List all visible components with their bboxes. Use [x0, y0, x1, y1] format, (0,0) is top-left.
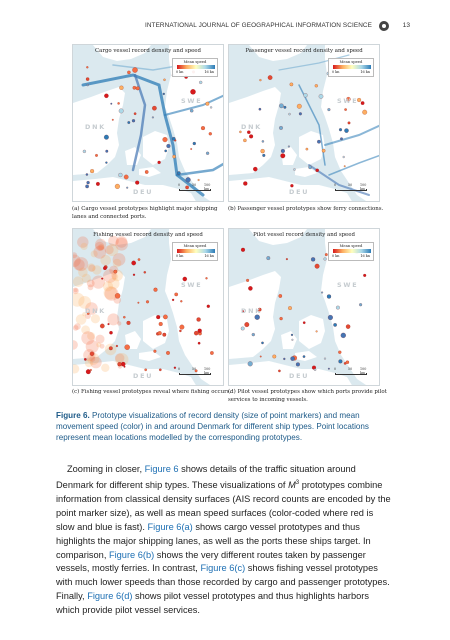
prototype-point	[293, 168, 295, 170]
fishing-density	[103, 281, 113, 291]
prototype-point	[262, 154, 265, 157]
prototype-point	[145, 170, 148, 173]
prototype-point	[324, 258, 327, 261]
prototype-point	[297, 104, 302, 109]
prototype-point	[339, 360, 343, 364]
prototype-point	[262, 140, 264, 142]
prototype-point	[241, 327, 245, 331]
prototype-point	[123, 316, 125, 318]
prototype-point	[163, 315, 167, 319]
prototype-point	[180, 300, 182, 302]
prototype-point	[193, 142, 196, 145]
prototype-point	[126, 187, 128, 189]
fishing-density	[96, 342, 101, 347]
prototype-point	[339, 128, 342, 131]
legend-title: Mean speed	[339, 60, 363, 64]
scale-label-mid: 50	[192, 183, 197, 187]
scale-bar	[179, 367, 213, 377]
prototype-point	[179, 330, 181, 332]
prototype-point	[115, 293, 120, 298]
journal-name: INTERNATIONAL JOURNAL OF GEOGRAPHICAL INFORMATION SCIENCE	[144, 22, 372, 29]
prototype-point	[303, 322, 305, 324]
legend-min: 0 kn	[176, 70, 184, 74]
speed-legend	[172, 58, 218, 77]
prototype-point	[96, 182, 100, 186]
figure-label: Figure 6.	[56, 411, 90, 420]
speed-legend	[328, 242, 374, 261]
subcaption-passenger: (b) Passenger vessel prototypes show ferry connections.	[228, 206, 384, 212]
prototype-point	[190, 89, 195, 94]
prototype-point	[359, 303, 362, 306]
prototype-point	[174, 367, 176, 369]
legend-min: 0 kn	[332, 70, 340, 74]
prototype-point	[104, 135, 109, 140]
prototype-point	[114, 270, 117, 273]
prototype-point	[279, 104, 283, 108]
country-label-swe: SWE	[181, 97, 203, 105]
prototype-point	[87, 181, 90, 184]
prototype-point	[163, 137, 168, 142]
prototype-point	[100, 324, 104, 328]
prototype-point	[286, 258, 288, 260]
prototype-point	[210, 351, 213, 354]
prototype-point	[173, 155, 176, 158]
prototype-point	[127, 71, 130, 74]
scale-label-max: 100 km	[360, 367, 367, 375]
fishing-density	[117, 321, 121, 325]
prototype-point	[260, 356, 262, 358]
prototype-point	[101, 278, 103, 280]
prototype-point	[283, 358, 285, 360]
prototype-point	[340, 138, 343, 141]
prototype-point	[206, 102, 210, 106]
prototype-point	[288, 306, 292, 310]
fishing-map-panel	[72, 228, 224, 386]
prototype-point	[284, 106, 287, 109]
panel-title: Cargo vessel record density and speed	[95, 48, 201, 54]
prototype-point	[288, 113, 290, 115]
prototype-point	[245, 322, 250, 327]
prototype-point	[259, 79, 261, 81]
prototype-point	[146, 300, 149, 303]
prototype-point	[194, 331, 198, 335]
prototype-point	[336, 306, 340, 310]
legend-max: 16 kn	[360, 254, 370, 258]
prototype-point	[344, 129, 348, 133]
prototype-point	[90, 369, 92, 371]
prototype-point	[186, 177, 191, 182]
figure-6a-link[interactable]: Figure 6(a)	[147, 521, 193, 532]
prototype-point	[125, 345, 130, 350]
legend-min: 0 kn	[176, 254, 184, 258]
legend-title: Mean speed	[339, 244, 363, 248]
country-label-dnk: DNK	[241, 307, 263, 315]
prototype-point	[190, 109, 193, 112]
panel-title: Pilot vessel record density and speed	[253, 232, 355, 238]
prototype-point	[361, 101, 364, 104]
prototype-point	[207, 305, 210, 308]
legend-color-ramp	[333, 65, 371, 69]
figure-6d-link[interactable]: Figure 6(d)	[87, 591, 133, 602]
figure-caption	[56, 410, 394, 443]
country-label-deu: DEU	[133, 372, 154, 380]
prototype-point	[167, 144, 171, 148]
prototype-point	[314, 369, 316, 371]
country-label-swe: SWE	[337, 281, 359, 289]
prototype-point	[344, 165, 346, 167]
fishing-density	[73, 325, 79, 331]
prototype-point	[87, 84, 89, 86]
prototype-point	[172, 299, 174, 301]
prototype-point	[119, 109, 124, 114]
country-label-deu: DEU	[289, 188, 310, 196]
prototype-point	[175, 293, 178, 296]
scale-label-zero: 0	[178, 367, 181, 371]
prototype-point	[166, 351, 170, 355]
prototype-point	[317, 140, 320, 143]
prototype-point	[261, 149, 265, 153]
prototype-point	[118, 362, 122, 366]
prototype-point	[291, 357, 295, 361]
prototype-point	[163, 333, 167, 337]
prototype-point	[321, 292, 323, 294]
legend-color-ramp	[177, 249, 215, 253]
figure-6-link[interactable]: Figure 6	[144, 464, 179, 474]
prototype-point	[127, 321, 131, 325]
scale-label-mid: 50	[348, 183, 353, 187]
prototype-point	[267, 256, 271, 260]
prototype-point	[90, 169, 94, 173]
fishing-density	[82, 274, 91, 283]
prototype-point	[315, 264, 320, 269]
prototype-point	[105, 162, 107, 164]
legend-max: 16 kn	[204, 254, 214, 258]
prototype-point	[198, 342, 200, 344]
prototype-point	[86, 173, 88, 175]
prototype-point	[319, 94, 323, 98]
fishing-density	[91, 314, 100, 323]
prototype-point	[259, 108, 261, 110]
legend-title: Mean speed	[183, 60, 207, 64]
prototype-point	[306, 148, 308, 150]
speed-legend	[328, 58, 374, 77]
prototype-point	[316, 331, 318, 333]
scale-label-max: 100 km	[360, 183, 367, 191]
panel-title: Passenger vessel record density and speed	[245, 48, 363, 54]
scale-line	[335, 373, 367, 375]
prototype-point	[154, 350, 157, 353]
prototype-point	[190, 148, 192, 150]
prototype-point	[83, 150, 86, 153]
prototype-point	[308, 166, 311, 169]
scale-bar	[179, 183, 213, 193]
body-text-run: shows the very different routes taken by passenger vessels, mostly ferries. In contrast,	[56, 549, 366, 574]
prototype-point	[119, 86, 123, 90]
prototype-point	[315, 84, 318, 87]
body-text-run: shows fishing vessel prototypes with much lower speeds than those recorded by cargo and passenger prototypes. Finally,	[56, 563, 390, 602]
prototype-point	[112, 119, 114, 121]
scale-line	[335, 189, 367, 191]
prototype-point	[290, 83, 293, 86]
prototype-point	[333, 323, 336, 326]
prototype-point	[104, 94, 108, 98]
prototype-point	[132, 67, 137, 72]
prototype-point	[328, 315, 333, 320]
prototype-point	[177, 171, 180, 174]
prototype-point	[115, 184, 120, 189]
prototype-point	[281, 154, 286, 159]
prototype-point	[109, 331, 112, 334]
prototype-point	[253, 167, 257, 171]
prototype-point	[152, 117, 154, 119]
prototype-point	[138, 302, 140, 304]
prototype-point	[156, 315, 160, 319]
country-label-swe: SWE	[181, 281, 203, 289]
prototype-point	[86, 66, 88, 68]
scale-label-mid: 50	[348, 367, 353, 371]
prototype-point	[133, 274, 135, 276]
prototype-point	[328, 108, 331, 111]
body-text	[56, 463, 394, 618]
fishing-density	[76, 314, 87, 325]
prototype-point	[159, 369, 161, 371]
prototype-point	[292, 339, 294, 341]
prototype-point	[279, 294, 282, 297]
body-text-run: shows pilot vessel prototypes and thus highlights harbors which provide pilot vessel services.	[56, 591, 369, 616]
legend-max: 16 kn	[204, 70, 214, 74]
figure-caption-text: Prototype visualizations of record density (size of point markers) and mean movement speed (color) in and around Denmark for different ship types. Point locations represent mean locations modelled by the corresponding prototypes.	[56, 411, 369, 442]
subcaption-cargo: (a) Cargo vessel prototypes highlight major shipping lanes and connected ports.	[72, 206, 218, 220]
prototype-point	[206, 152, 209, 155]
prototype-point	[133, 86, 136, 89]
prototype-point	[134, 113, 136, 115]
scale-bar	[335, 367, 369, 377]
prototype-point	[328, 368, 330, 370]
prototype-point	[311, 257, 315, 261]
prototype-point	[163, 79, 165, 81]
scale-label-max: 100 km	[204, 183, 211, 191]
prototype-point	[255, 315, 260, 320]
prototype-point	[163, 93, 165, 95]
prototype-point	[281, 149, 285, 153]
prototype-point	[128, 121, 131, 124]
prototype-point	[116, 345, 118, 347]
prototype-point	[124, 175, 128, 179]
prototype-point	[304, 93, 308, 97]
country-label-dnk: DNK	[85, 123, 107, 131]
scale-label-max: 100 km	[204, 367, 211, 375]
prototype-point	[109, 347, 113, 351]
prototype-point	[136, 87, 140, 91]
fishing-density	[88, 284, 94, 290]
prototype-point	[180, 325, 185, 330]
prototype-point	[197, 318, 201, 322]
prototype-point	[363, 274, 366, 277]
prototype-point	[132, 119, 135, 122]
prototype-point	[288, 146, 290, 148]
prototype-point	[249, 135, 253, 139]
prototype-point	[106, 150, 109, 153]
prototype-point	[327, 295, 331, 299]
prototype-point	[145, 369, 147, 371]
prototype-point	[362, 110, 367, 115]
prototype-point	[118, 173, 122, 177]
prototype-point	[252, 333, 255, 336]
prototype-point	[248, 361, 253, 366]
prototype-point	[239, 131, 241, 133]
scale-label-zero: 0	[334, 183, 337, 187]
prototype-point	[111, 103, 113, 105]
prototype-point	[121, 362, 125, 366]
running-head	[0, 22, 420, 34]
prototype-point	[246, 279, 249, 282]
country-label-dnk: DNK	[85, 307, 107, 315]
prototype-point	[206, 277, 208, 279]
scale-label-zero: 0	[334, 367, 337, 371]
prototype-point	[268, 75, 272, 79]
legend-color-ramp	[333, 249, 371, 253]
subcaption-pilot: (d) Pilot vessel prototypes show which ports provide pilot services to incoming vessels.	[228, 389, 387, 403]
prototype-point	[90, 352, 94, 356]
prototype-point	[159, 322, 163, 326]
prototype-point	[278, 370, 280, 372]
body-text-run: Zooming in closer,	[67, 464, 145, 474]
passenger-map-panel	[228, 44, 380, 202]
prototype-point	[95, 154, 98, 157]
fishing-density	[101, 364, 109, 372]
legend-color-ramp	[177, 65, 215, 69]
prototype-point	[261, 342, 263, 344]
body-text-run: shows details of the traffic situation around Denmark for different ship types. These visualizations of	[56, 464, 356, 490]
prototype-point	[241, 248, 245, 252]
country-label-deu: DEU	[133, 188, 154, 196]
prototype-point	[198, 329, 202, 333]
fishing-density	[97, 244, 104, 251]
prototype-point	[172, 137, 175, 140]
prototype-point	[348, 122, 351, 125]
prototype-point	[158, 331, 162, 335]
prototype-point	[154, 288, 158, 292]
prototype-point	[86, 78, 89, 81]
speed-legend	[172, 242, 218, 261]
prototype-point	[247, 131, 250, 134]
prototype-point	[291, 334, 293, 336]
math-m: M	[288, 479, 296, 490]
fishing-density	[96, 335, 105, 344]
prototype-point	[279, 126, 283, 130]
publisher-logo-icon	[379, 21, 389, 31]
prototype-point	[346, 325, 350, 329]
prototype-point	[85, 185, 88, 188]
prototype-point	[201, 126, 205, 130]
prototype-point	[299, 112, 302, 115]
body-paragraph	[56, 463, 394, 618]
page-number: 13	[402, 22, 410, 29]
prototype-point	[138, 258, 140, 260]
prototype-point	[338, 351, 341, 354]
scale-label-zero: 0	[178, 183, 181, 187]
scale-line	[179, 189, 211, 191]
prototype-point	[135, 181, 139, 185]
prototype-point	[118, 102, 120, 104]
scale-label-mid: 50	[192, 367, 197, 371]
fishing-density	[106, 244, 118, 256]
prototype-point	[280, 317, 283, 320]
prototype-point	[324, 358, 326, 360]
prototype-point	[290, 184, 293, 187]
country-label-swe: SWE	[337, 97, 359, 105]
prototype-point	[303, 355, 305, 357]
prototype-point	[158, 161, 161, 164]
country-label-dnk: DNK	[241, 123, 263, 131]
prototype-point	[346, 361, 349, 364]
prototype-point	[273, 355, 277, 359]
figure-6c-link[interactable]: Figure 6(c)	[200, 563, 246, 574]
prototype-point	[198, 179, 200, 181]
body-text-run: shows cargo vessel prototypes and thus highlights the major shipping lanes, as well as the ports these ships target. In comparison,	[56, 521, 371, 560]
prototype-point	[152, 106, 156, 110]
fishing-density	[81, 243, 88, 250]
fishing-density	[74, 288, 78, 292]
subcaption-fishing: (c) Fishing vessel prototypes reveal where fishing occurs.	[72, 389, 232, 395]
figure-6b-link[interactable]: Figure 6(b)	[108, 549, 155, 560]
pilot-map-panel	[228, 228, 380, 386]
prototype-point	[209, 132, 212, 135]
scale-line	[179, 373, 211, 375]
prototype-point	[296, 363, 300, 367]
prototype-point	[144, 271, 146, 273]
fishing-density	[81, 331, 94, 344]
prototype-point	[248, 286, 252, 290]
prototype-point	[316, 169, 319, 172]
math-m-sup: 3	[295, 479, 300, 486]
legend-min: 0 kn	[332, 254, 340, 258]
prototype-point	[344, 108, 346, 110]
cargo-map-panel	[72, 44, 224, 202]
prototype-point	[165, 150, 167, 152]
fishing-density	[87, 263, 95, 271]
prototype-point	[322, 149, 325, 152]
panel-title: Fishing vessel record density and speed	[93, 232, 203, 238]
scale-bar	[335, 183, 369, 193]
prototype-point	[341, 333, 346, 338]
body-text-run: prototypes combine information from classical density surfaces (AIS record counts are encoded by the point marker size), as well as mean speed surfaces (color-coded where red is slow and blue is fast).	[56, 479, 391, 532]
prototype-point	[243, 139, 246, 142]
prototype-point	[343, 156, 345, 158]
prototype-point	[199, 81, 202, 84]
prototype-point	[243, 182, 247, 186]
country-label-deu: DEU	[289, 372, 310, 380]
prototype-point	[132, 261, 136, 265]
prototype-point	[210, 106, 212, 108]
prototype-point	[108, 323, 110, 325]
prototype-point	[84, 358, 86, 360]
prototype-point	[124, 366, 126, 368]
prototype-point	[103, 267, 106, 270]
legend-title: Mean speed	[183, 244, 207, 248]
legend-max: 16 kn	[360, 70, 370, 74]
